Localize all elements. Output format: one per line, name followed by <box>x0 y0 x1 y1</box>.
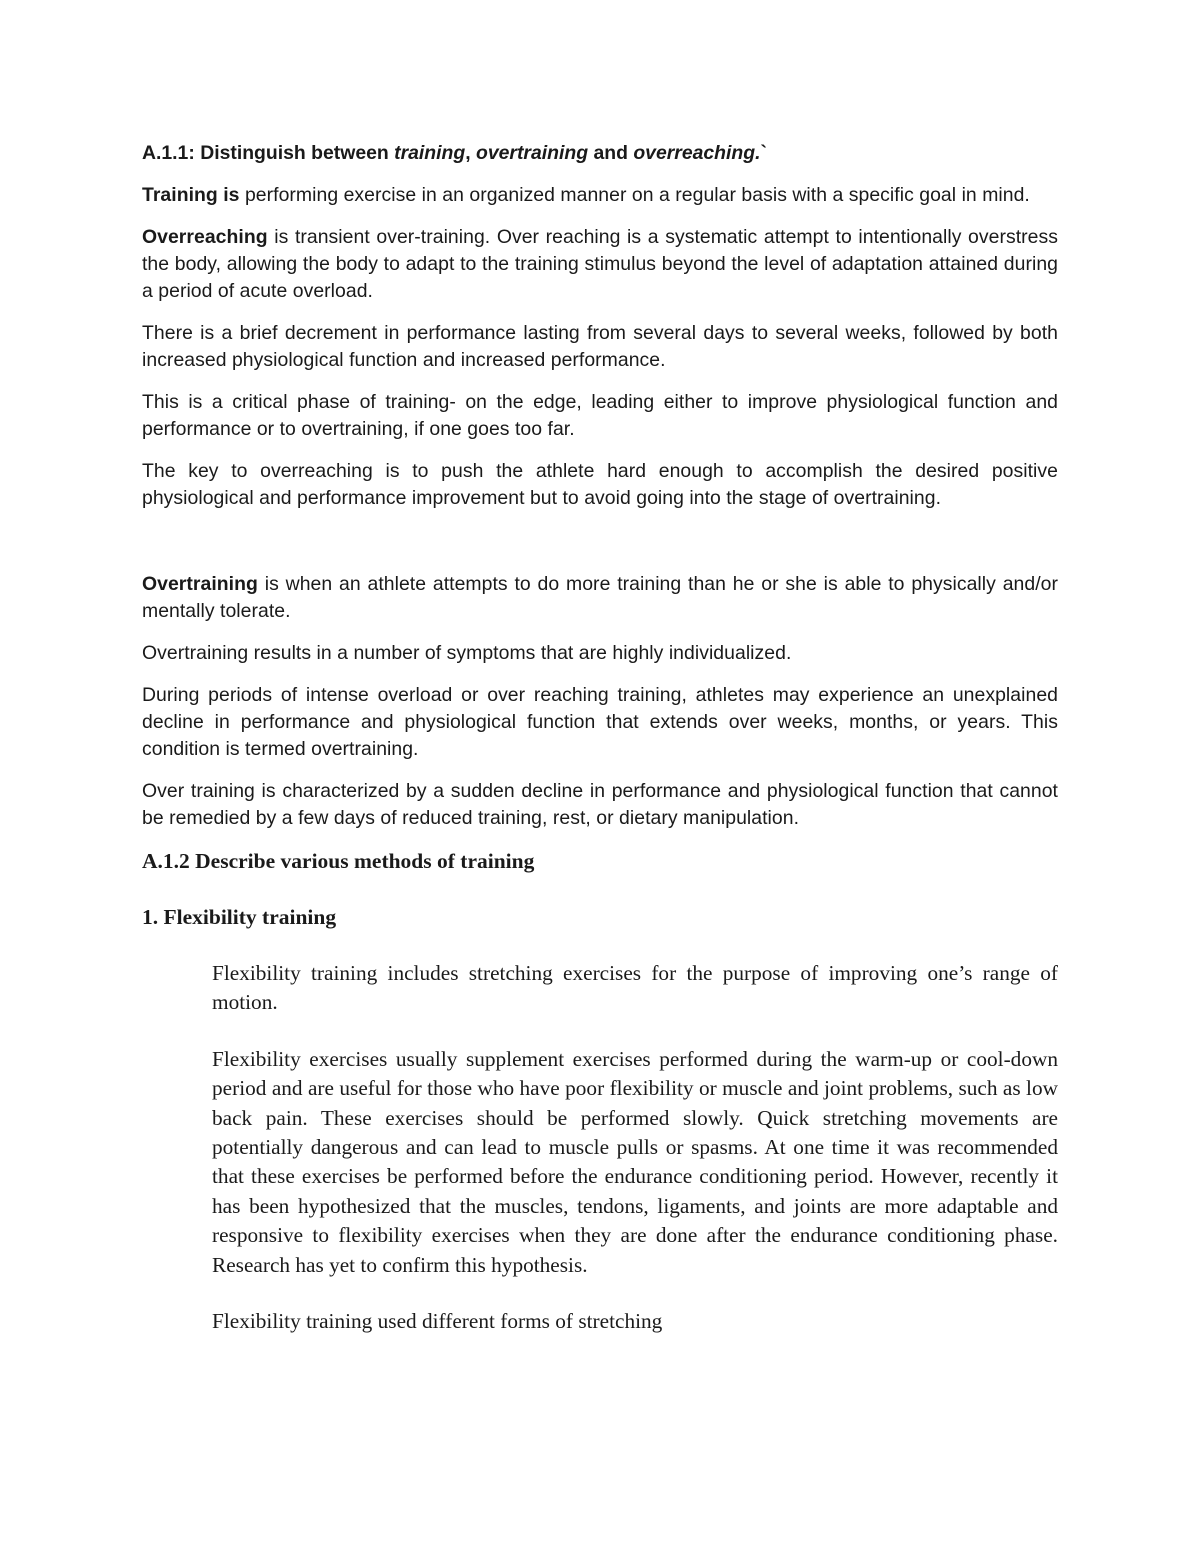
heading-a11-term-training: training <box>394 142 466 164</box>
overreaching-term: Overreaching <box>142 226 268 248</box>
paragraph: Overtraining results in a number of symptoms that are highly individualized. <box>142 642 792 664</box>
paragraph: During periods of intense overload or over reaching training, athletes may experience an unexplained decline in performance and physiological function that extends over weeks, months, or years. This condition is termed overtraining. <box>142 684 1058 760</box>
heading-a11-term-overreaching: overreaching. <box>633 142 761 164</box>
section-heading-a11 <box>142 140 1058 167</box>
paragraph: There is a brief decrement in performance lasting from several days to several weeks, followed by both increased physiological function and increased performance. <box>142 322 1058 371</box>
heading-a11-separator-2: and <box>588 142 634 164</box>
paragraph: This is a critical phase of training- on the edge, leading either to improve physiological function and performance or to overtraining, if one goes too far. <box>142 391 1058 440</box>
paragraph: Flexibility training used different forms of stretching <box>212 1309 663 1334</box>
overtraining-section <box>142 571 1058 832</box>
overreaching-definition-text: is transient over-training. Over reaching is a systematic attempt to intentionally overstress the body, allowing the body to adapt to the training stimulus beyond the level of adaptation attained during a period of acute overload. <box>142 226 1058 302</box>
paragraph: Over training is characterized by a sudden decline in performance and physiological function that cannot be remedied by a few days of reduced training, rest, or dietary manipulation. <box>142 780 1058 829</box>
blank-line <box>142 527 1058 571</box>
overtraining-definition-text: is when an athlete attempts to do more training than he or she is able to physically and/or mentally tolerate. <box>142 573 1058 622</box>
overtraining-definition-paragraph <box>142 571 1058 625</box>
paragraph: The key to overreaching is to push the athlete hard enough to accomplish the desired positive physiological and performance improvement but to avoid going into the stage of overtraining. <box>142 460 1058 509</box>
section-heading-a12: A.1.2 Describe various methods of training <box>142 849 535 873</box>
heading-a11-suffix: ` <box>760 142 767 164</box>
flexibility-section <box>212 959 1058 1336</box>
overreaching-definition-paragraph <box>142 224 1058 305</box>
paragraph: Flexibility exercises usually supplement exercises performed during the warm-up or cool-down period and are useful for those who have poor flexibility or muscle and joint problems, such as low back pain. These exercises should be performed slowly. Quick stretching movements are potentially dangerous and can lead to muscle pulls or spasms. At one time it was recommended that these exercises be performed before the endurance conditioning period. However, recently it has been hypothesized that the muscles, tendons, ligaments, and joints are more adaptable and responsive to flexibility exercises when they are done after the endurance conditioning phase. Research has yet to confirm this hypothesis. <box>212 1046 1058 1277</box>
training-term: Training is <box>142 184 240 206</box>
overreaching-section <box>142 182 1058 512</box>
heading-a11-term-overtraining: overtraining <box>476 142 589 164</box>
subsection-heading-flexibility: 1. Flexibility training <box>142 905 337 929</box>
training-definition-paragraph <box>142 182 1058 209</box>
heading-a11-separator-1: , <box>465 142 477 164</box>
heading-a11-prefix: A.1.1: Distinguish between <box>142 142 395 164</box>
training-definition-text: performing exercise in an organized manner on a regular basis with a specific goal in mind. <box>239 184 1030 206</box>
document-page <box>142 140 1058 1336</box>
overtraining-term: Overtraining <box>142 573 258 595</box>
paragraph: Flexibility training includes stretching exercises for the purpose of improving one’s range of motion. <box>212 961 1058 1015</box>
